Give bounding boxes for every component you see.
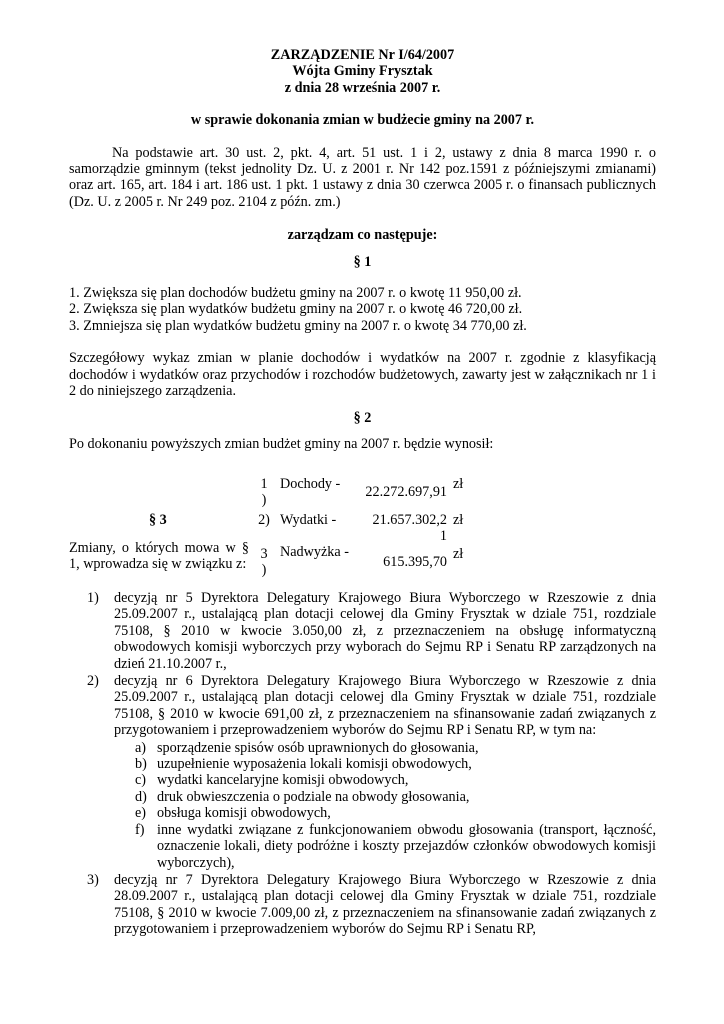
section-2-intro: Po dokonaniu powyższych zmian budżet gminy na 2007 r. będzie wynosił: <box>69 435 494 452</box>
budget-row-number-suffix: ) <box>261 492 267 508</box>
sub-list-item <box>69 822 656 871</box>
budget-row-number: 3 <box>260 546 268 562</box>
sub-list-item <box>69 789 656 805</box>
document-body <box>69 47 656 452</box>
list-item <box>69 872 656 938</box>
section-3-list <box>69 590 656 939</box>
budget-row-number-suffix: ) <box>261 562 267 578</box>
document-title: ZARZĄDZENIE Nr I/64/2007 <box>270 47 455 63</box>
list-item <box>69 673 656 739</box>
document-subject: w sprawie dokonania zmian w budżecie gminy na 2007 r. <box>190 112 535 129</box>
sub-list-item-letter: a) <box>135 739 147 756</box>
budget-row-number: 2) <box>258 512 270 528</box>
preamble: Na podstawie art. 30 ust. 2, pkt. 4, art. 51 ust. 1 i 2, ustawy z dnia 8 marca 1990 r. o samorządzie gminnym (tekst jednolity Dz. U. z 2001 r. Nr 142 poz.1591 z późniejszymi zmianami) oraz art. 165, art. 184 i art. 186 ust. 1 pkt. 1 ustawy z dnia 30 czerwca 2005 r. o finansach publicznych (Dz. U. z 2005 r. Nr 249 poz. 2104 z późn. zm.) <box>69 144 656 210</box>
budget-summary <box>69 476 656 586</box>
list-item-number: 2) <box>87 673 99 690</box>
section-3-intro: Zmiany, o których mowa w § 1, wprowadza się w związku z: <box>69 540 249 573</box>
sub-list-item-text: wydatki kancelaryjne komisji obwodowych, <box>157 772 409 789</box>
sub-list-item-text: druk obwieszczenia o podziale na obwody głosowania, <box>157 788 470 805</box>
section-1-point: 2. Zwiększa się plan wydatków budżetu gminy na 2007 r. o kwotę 46 720,00 zł. <box>69 301 523 318</box>
section-2-heading: § 2 <box>353 409 372 426</box>
budget-row-label: Dochody - <box>280 476 341 492</box>
budget-row-unit: zł <box>453 546 464 562</box>
sub-list-item <box>69 740 656 756</box>
section-1-point: 1. Zwiększa się plan dochodów budżetu gminy na 2007 r. o kwotę 11 950,00 zł. <box>69 285 522 302</box>
list-item-text: decyzją nr 6 Dyrektora Delegatury Krajowego Biura Wyborczego w Rzeszowie z dnia 25.09.2007 r., ustalającą plan dotacji celowej dla Gminy Frysztak w dziale 751, rozdziale 75108, § 2010 w kwocie 691,00 zł, z przeznaczeniem na sfinansowanie zadań związanych z przygotowaniem i przeprowadzeniem wyborów do Sejmu RP i Senatu RP, w tym na: <box>114 673 656 739</box>
document-issuer: Wójta Gminy Frysztak <box>292 63 433 80</box>
document-date: z dnia 28 września 2007 r. <box>284 79 441 96</box>
budget-row-value: 615.395,70 <box>383 554 447 570</box>
budget-row-number: 1 <box>260 476 268 492</box>
section-3-heading: § 3 <box>149 512 167 528</box>
budget-row-value-continued: 1 <box>439 528 447 544</box>
section-1-details: Szczegółowy wykaz zmian w planie dochodów i wydatków na 2007 r. zgodnie z klasyfikacją dochodów i wydatków oraz przychodów i rozchodów budżetowych, zawarty jest w załącznikach nr 1 i 2 do niniejszego zarządzenia. <box>69 350 656 400</box>
list-item-number: 1) <box>87 590 99 606</box>
sub-list-item-text: sporządzenie spisów osób uprawnionych do głosowania, <box>157 739 479 756</box>
sub-list-item <box>69 805 656 821</box>
budget-row-value: 22.272.697,91 <box>365 484 447 500</box>
decree-line: zarządzam co następuje: <box>287 227 438 244</box>
section-1-points <box>69 285 656 334</box>
sub-list-item-text: inne wydatki związane z funkcjonowaniem obwodu głosowania (transport, łączność, oznaczenie lokali, diety podróżne i koszty przejazdów członków obwodowych komisji wyborczych), <box>157 821 656 871</box>
budget-row-unit: zł <box>453 512 464 528</box>
sub-list-item-text: obsługa komisji obwodowych, <box>157 805 331 822</box>
sub-list-item-text: uzupełnienie wyposażenia lokali komisji obwodowych, <box>157 756 472 773</box>
sub-list-item-letter: c) <box>135 772 147 789</box>
sub-list-item <box>69 772 656 788</box>
sub-list-item <box>69 756 656 772</box>
budget-row-label: Nadwyżka - <box>280 544 349 560</box>
list-item-text: decyzją nr 5 Dyrektora Delegatury Krajowego Biura Wyborczego w Rzeszowie z dnia 25.09.2007 r., ustalającą plan dotacji celowej dla Gminy Frysztak w dziale 751, rozdziale 75108, § 2010 w kwocie 3.050,00 zł, z przeznaczeniem na obsługę informatyczną obwodowych komisji wyborczych przy wyborach do Sejmu RP i Senatu RP zarządzonych na dzień 21.10.2007 r., <box>114 590 656 672</box>
sub-list-item-letter: d) <box>135 788 147 805</box>
section-1-point: 3. Zmniejsza się plan wydatków budżetu gminy na 2007 r. o kwotę 34 770,00 zł. <box>69 317 527 334</box>
list-item-text: decyzją nr 7 Dyrektora Delegatury Krajowego Biura Wyborczego w Rzeszowie z dnia 28.09.2007 r., ustalającą plan dotacji celowej dla Gminy Frysztak w dziale 751, rozdziale 75108, § 2010 w kwocie 7.009,00 zł, z przeznaczeniem na sfinansowanie zadań związanych z przygotowaniem i przeprowadzeniem wyborów do Sejmu RP i Senatu RP, <box>114 871 656 938</box>
budget-row-unit: zł <box>453 476 464 492</box>
list-item <box>69 590 656 672</box>
sub-list-item-letter: f) <box>135 821 145 838</box>
section-1-heading: § 1 <box>353 253 372 270</box>
sub-list-item-letter: e) <box>135 805 147 822</box>
sub-list-item-letter: b) <box>135 756 147 773</box>
list-item-number: 3) <box>87 871 99 888</box>
budget-row-label: Wydatki - <box>280 512 337 528</box>
budget-row-value: 21.657.302,2 <box>372 512 447 528</box>
